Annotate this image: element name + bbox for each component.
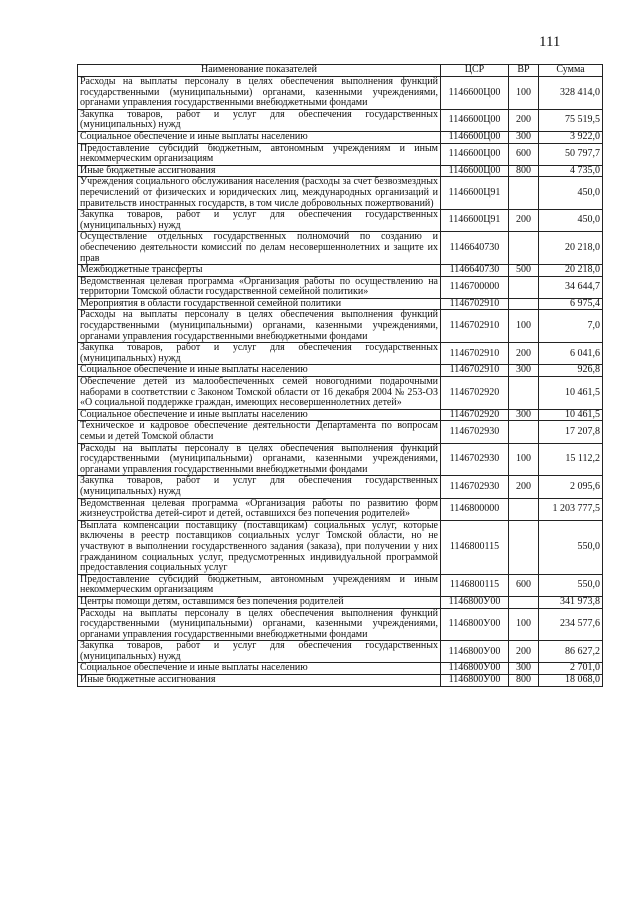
cell-name: Обеспечение детей из малообеспеченных семей новогодними подарочными наборами в соответствии с Законом Томской области от 16 декабря 2004 № 253-ОЗ «О социальной поддержке граждан, имеющих несовершеннолетних детей» <box>78 377 441 410</box>
cell-sum: 10 461,5 <box>539 377 603 410</box>
cell-vr <box>509 520 539 574</box>
cell-csr: 1146702910 <box>441 343 509 365</box>
cell-sum: 15 112,2 <box>539 443 603 476</box>
cell-csr: 1146600Ц00 <box>441 131 509 143</box>
cell-vr: 800 <box>509 165 539 177</box>
cell-vr <box>509 276 539 298</box>
cell-sum: 6 975,4 <box>539 298 603 310</box>
table-row <box>78 498 603 520</box>
table-row <box>78 377 603 410</box>
cell-vr <box>509 377 539 410</box>
cell-vr <box>509 298 539 310</box>
cell-vr: 100 <box>509 608 539 641</box>
cell-vr: 300 <box>509 131 539 143</box>
page-number: 111 <box>539 34 561 50</box>
cell-csr: 1146702930 <box>441 476 509 498</box>
table-row <box>78 663 603 675</box>
cell-csr: 1146800У00 <box>441 641 509 663</box>
cell-name: Выплата компенсации поставщику (поставщикам) социальных услуг, которые включены в реестр поставщиков социальных услуг Томской области, но не участвуют в выполнении государственного задания (заказа), при получении у них гражданином социальных услуг, предусмотренных индивидуальной программой предоставления социальных услуг <box>78 520 441 574</box>
cell-sum: 6 041,6 <box>539 343 603 365</box>
budget-table <box>77 64 603 687</box>
cell-name: Иные бюджетные ассигнования <box>78 165 441 177</box>
cell-csr: 1146800У00 <box>441 608 509 641</box>
cell-csr: 1146800000 <box>441 498 509 520</box>
cell-vr: 300 <box>509 663 539 675</box>
cell-name: Расходы на выплаты персоналу в целях обеспечения выполнения функций государственными (муниципальными) органами, казенными учреждениями, органами управления государственными внебюджетными фондами <box>78 608 441 641</box>
cell-vr <box>509 596 539 608</box>
cell-sum: 2 701,0 <box>539 663 603 675</box>
cell-sum: 450,0 <box>539 210 603 232</box>
cell-name: Социальное обеспечение и иные выплаты населению <box>78 663 441 675</box>
cell-vr: 500 <box>509 265 539 277</box>
table-row <box>78 409 603 421</box>
header-csr: ЦСР <box>441 65 509 77</box>
cell-name: Закупка товаров, работ и услуг для обеспечения государственных (муниципальных) нужд <box>78 343 441 365</box>
cell-sum: 20 218,0 <box>539 265 603 277</box>
cell-csr: 1146800115 <box>441 574 509 596</box>
cell-name: Осуществление отдельных государственных полномочий по созданию и обеспечению деятельности комиссий по делам несовершеннолетних и защите их прав <box>78 232 441 265</box>
cell-csr: 1146800115 <box>441 520 509 574</box>
table-row <box>78 608 603 641</box>
cell-csr: 1146600Ц00 <box>441 109 509 131</box>
cell-vr: 300 <box>509 409 539 421</box>
cell-sum: 4 735,0 <box>539 165 603 177</box>
cell-csr: 1146640730 <box>441 265 509 277</box>
cell-name: Расходы на выплаты персоналу в целях обеспечения выполнения функций государственными (муниципальными) органами, казенными учреждениями, органами управления государственными внебюджетными фондами <box>78 77 441 110</box>
cell-sum: 18 068,0 <box>539 675 603 687</box>
cell-csr: 1146702920 <box>441 409 509 421</box>
table-row <box>78 276 603 298</box>
cell-name: Социальное обеспечение и иные выплаты населению <box>78 365 441 377</box>
cell-vr: 100 <box>509 443 539 476</box>
cell-vr: 200 <box>509 210 539 232</box>
cell-csr: 1146702930 <box>441 421 509 443</box>
cell-name: Иные бюджетные ассигнования <box>78 675 441 687</box>
cell-name: Расходы на выплаты персоналу в целях обеспечения выполнения функций государственными (муниципальными) органами, казенными учреждениями, органами управления государственными внебюджетными фондами <box>78 443 441 476</box>
cell-sum: 10 461,5 <box>539 409 603 421</box>
table-row <box>78 310 603 343</box>
cell-name: Учреждения социального обслуживания населения (расходы за счет безвозмездных перечислений от физических и юридических лиц, международных организаций и правительств иностранных государств, в том числе добровольных пожертвований) <box>78 177 441 210</box>
cell-csr: 1146702910 <box>441 310 509 343</box>
cell-sum: 328 414,0 <box>539 77 603 110</box>
cell-name: Закупка товаров, работ и услуг для обеспечения государственных (муниципальных) нужд <box>78 476 441 498</box>
cell-csr: 1146600Ц00 <box>441 143 509 165</box>
table-row <box>78 520 603 574</box>
cell-csr: 1146800У00 <box>441 596 509 608</box>
cell-vr: 600 <box>509 143 539 165</box>
cell-sum: 450,0 <box>539 177 603 210</box>
cell-csr: 1146702920 <box>441 377 509 410</box>
cell-sum: 550,0 <box>539 574 603 596</box>
table-row <box>78 343 603 365</box>
table-row <box>78 675 603 687</box>
cell-sum: 234 577,6 <box>539 608 603 641</box>
table-body <box>78 77 603 687</box>
cell-vr <box>509 498 539 520</box>
cell-sum: 34 644,7 <box>539 276 603 298</box>
cell-csr: 1146600Ц00 <box>441 77 509 110</box>
table-row <box>78 265 603 277</box>
cell-sum: 7,0 <box>539 310 603 343</box>
cell-sum: 75 519,5 <box>539 109 603 131</box>
cell-sum: 20 218,0 <box>539 232 603 265</box>
table-row <box>78 177 603 210</box>
cell-name: Закупка товаров, работ и услуг для обеспечения государственных (муниципальных) нужд <box>78 641 441 663</box>
cell-name: Предоставление субсидий бюджетным, автономным учреждениям и иным некоммерческим организациям <box>78 574 441 596</box>
cell-sum: 86 627,2 <box>539 641 603 663</box>
cell-sum: 3 922,0 <box>539 131 603 143</box>
cell-vr: 100 <box>509 77 539 110</box>
cell-sum: 1 203 777,5 <box>539 498 603 520</box>
table-row <box>78 143 603 165</box>
cell-vr: 800 <box>509 675 539 687</box>
cell-sum: 50 797,7 <box>539 143 603 165</box>
cell-name: Социальное обеспечение и иные выплаты населению <box>78 131 441 143</box>
cell-vr: 200 <box>509 641 539 663</box>
cell-vr: 100 <box>509 310 539 343</box>
cell-vr: 300 <box>509 365 539 377</box>
table-header-row <box>78 65 603 77</box>
cell-name: Ведомственная целевая программа «Организация работы по развитию форм жизнеустройства детей-сирот и детей, оставшихся без попечения родителей» <box>78 498 441 520</box>
header-vr: ВР <box>509 65 539 77</box>
table-row <box>78 165 603 177</box>
cell-vr: 200 <box>509 476 539 498</box>
cell-sum: 550,0 <box>539 520 603 574</box>
cell-vr <box>509 177 539 210</box>
cell-csr: 1146640730 <box>441 232 509 265</box>
cell-csr: 1146600Ц91 <box>441 210 509 232</box>
table-row <box>78 131 603 143</box>
cell-vr <box>509 232 539 265</box>
table-row <box>78 476 603 498</box>
cell-name: Закупка товаров, работ и услуг для обеспечения государственных (муниципальных) нужд <box>78 210 441 232</box>
table-row <box>78 298 603 310</box>
cell-name: Предоставление субсидий бюджетным, автономным учреждениям и иным некоммерческим организациям <box>78 143 441 165</box>
cell-sum: 341 973,8 <box>539 596 603 608</box>
cell-sum: 926,8 <box>539 365 603 377</box>
table-row <box>78 443 603 476</box>
cell-csr: 1146702910 <box>441 298 509 310</box>
cell-csr: 1146702930 <box>441 443 509 476</box>
cell-sum: 2 095,6 <box>539 476 603 498</box>
cell-csr: 1146700000 <box>441 276 509 298</box>
cell-name: Социальное обеспечение и иные выплаты населению <box>78 409 441 421</box>
cell-csr: 1146600Ц00 <box>441 165 509 177</box>
table-row <box>78 574 603 596</box>
cell-name: Центры помощи детям, оставшимся без попечения родителей <box>78 596 441 608</box>
cell-name: Закупка товаров, работ и услуг для обеспечения государственных (муниципальных) нужд <box>78 109 441 131</box>
cell-csr: 1146800У00 <box>441 675 509 687</box>
table-row <box>78 365 603 377</box>
cell-csr: 1146800У00 <box>441 663 509 675</box>
table-row <box>78 210 603 232</box>
cell-name: Техническое и кадровое обеспечение деятельности Департамента по вопросам семьи и детей Томской области <box>78 421 441 443</box>
header-sum: Сумма <box>539 65 603 77</box>
cell-name: Ведомственная целевая программа «Организация работы по осуществлению на территории Томской области государственной семейной политики» <box>78 276 441 298</box>
table-row <box>78 596 603 608</box>
table-row <box>78 641 603 663</box>
cell-name: Межбюджетные трансферты <box>78 265 441 277</box>
cell-name: Мероприятия в области государственной семейной политики <box>78 298 441 310</box>
cell-vr: 600 <box>509 574 539 596</box>
cell-sum: 17 207,8 <box>539 421 603 443</box>
cell-vr: 200 <box>509 109 539 131</box>
cell-vr: 200 <box>509 343 539 365</box>
cell-name: Расходы на выплаты персоналу в целях обеспечения выполнения функций государственными (муниципальными) органами, казенными учреждениями, органами управления государственными внебюджетными фондами <box>78 310 441 343</box>
cell-vr <box>509 421 539 443</box>
cell-csr: 1146702910 <box>441 365 509 377</box>
table-row <box>78 421 603 443</box>
table-row <box>78 77 603 110</box>
header-name: Наименование показателей <box>78 65 441 77</box>
cell-csr: 1146600Ц91 <box>441 177 509 210</box>
table-row <box>78 109 603 131</box>
table-row <box>78 232 603 265</box>
